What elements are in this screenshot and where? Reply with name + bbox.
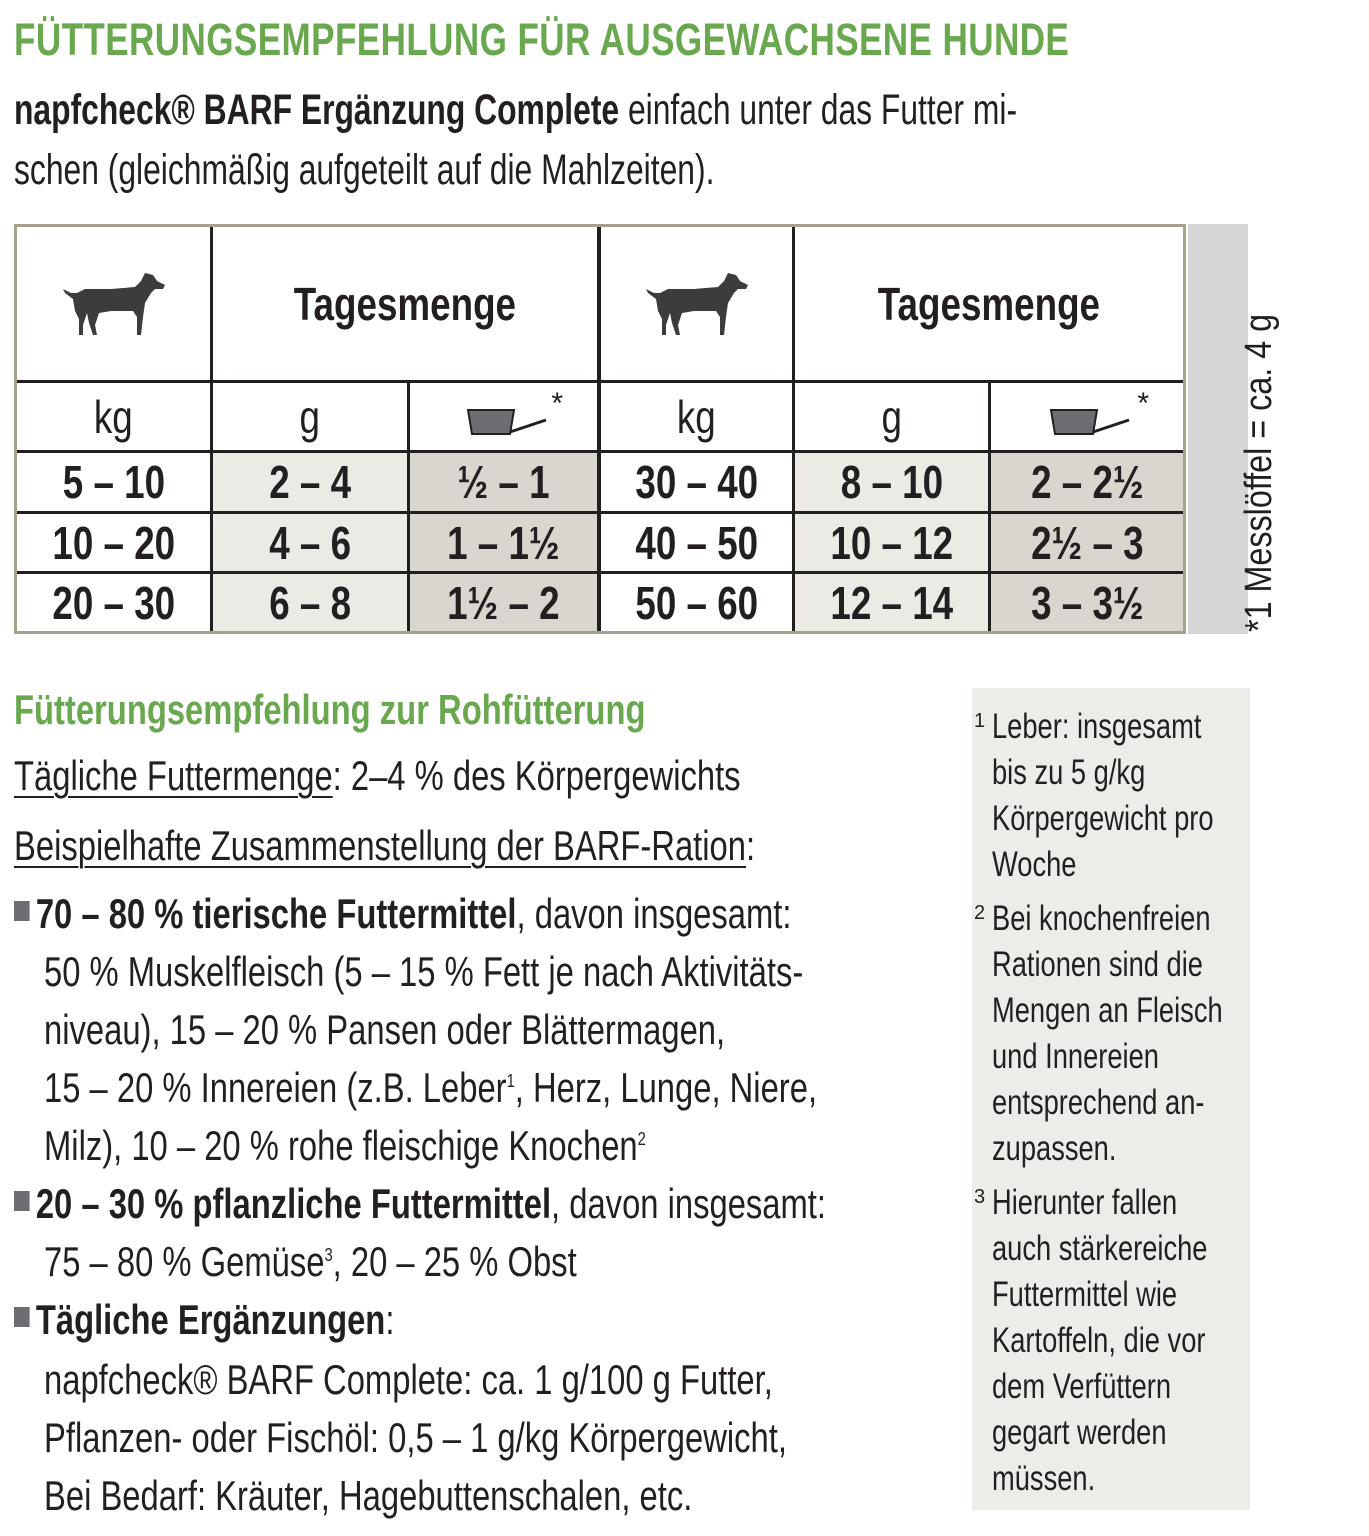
- daily-amount: Tägliche Futtermenge: 2–4 % des Körpergewichts: [14, 752, 741, 799]
- table-cell: 30 – 40: [635, 456, 758, 508]
- table-cell: 5 – 10: [62, 456, 165, 508]
- table-cell: 4 – 6: [269, 516, 351, 569]
- bullet-icon: [14, 901, 30, 921]
- text-line: 75 – 80 % Gemüse$^3$, 20 – 25 % Obst: [44, 1238, 577, 1285]
- unit-g-left: g: [299, 390, 321, 443]
- dog-icon: [17, 227, 210, 380]
- table-cell: 12 – 14: [830, 576, 953, 629]
- table-cell: 10 – 12: [830, 516, 953, 569]
- product-name: napfcheck® BARF Ergänzung Complete: [14, 86, 620, 134]
- header-daily-left: Tagesmenge: [293, 277, 517, 330]
- bullet-icon: [14, 1191, 30, 1211]
- table-cell: 8 – 10: [840, 456, 943, 508]
- bullet-icon: [14, 1307, 30, 1327]
- text-line: Bei Bedarf: Kräuter, Hagebuttenschalen, etc.: [44, 1472, 693, 1519]
- table-cell: 1½ – 2: [447, 576, 560, 629]
- text-line: Pflanzen- oder Fischöl: 0,5 – 1 g/kg Körpergewicht,: [44, 1414, 787, 1461]
- text-line: 15 – 20 % Innereien (z.B. Leber$^1$, Herz, Lunge, Niere,: [44, 1064, 818, 1111]
- unit-g-right: g: [881, 390, 902, 443]
- table-cell: 40 – 50: [635, 516, 758, 569]
- table-cell: 50 – 60: [635, 576, 758, 629]
- table-cell: ½ – 1: [457, 456, 550, 508]
- table-cell: 6 – 8: [269, 576, 351, 629]
- bullet-plant: 20 – 30 % pflanzliche Futtermittel, davon insgesamt:: [14, 1180, 1055, 1228]
- table-cell: 2 – 4: [269, 456, 351, 508]
- page-title: FÜTTERUNGSEMPFEHLUNG FÜR AUSGEWACHSENE HUNDE: [14, 14, 1070, 65]
- unit-kg-left: kg: [94, 390, 133, 443]
- footnote-number: 1: [974, 710, 986, 732]
- footnote-3: Hierunter fallen auch stärkereiche Futtermittel wie Kartoffeln, die vor dem Verfüttern gegart werden müssen.: [992, 1183, 1208, 1498]
- feeding-table: [14, 224, 1186, 634]
- intro-line-2: schen (gleichmäßig aufgeteilt auf die Mahlzeiten).: [14, 146, 715, 194]
- table-cell: 2 – 2½: [1030, 456, 1144, 508]
- section-title: Fütterungsempfehlung zur Rohfütterung: [14, 686, 646, 733]
- table-cell: 2½ – 3: [1030, 516, 1144, 569]
- bullet-animal: 70 – 80 % tierische Futtermittel, davon insgesamt:: [14, 890, 1011, 938]
- scoop-note: *1 Messlöffel = ca. 4 g: [1238, 313, 1280, 632]
- unit-kg-right: kg: [677, 390, 716, 443]
- text-line: 50 % Muskelfleisch (5 – 15 % Fett je nach Aktivitäts-: [44, 948, 804, 995]
- scoop-icon: *: [991, 383, 1183, 450]
- dog-icon: [601, 227, 792, 380]
- footnote-number: 2: [974, 902, 986, 924]
- intro-rest: einfach unter das Futter mi-: [627, 86, 1018, 134]
- table-cell: 3 – 3½: [1030, 576, 1144, 629]
- table-cell: 20 – 30: [52, 576, 175, 629]
- table-cell: 1 – 1½: [447, 516, 560, 569]
- footnote-2: Bei knochenfreien Rationen sind die Mengen an Fleisch und Innereien entsprechend an- zupassen.: [992, 899, 1223, 1168]
- example-heading: Beispielhafte Zusammenstellung der BARF-Ration:: [14, 822, 756, 869]
- scoop-icon: *: [410, 383, 597, 450]
- table-cell: 10 – 20: [52, 516, 175, 569]
- header-daily-right: Tagesmenge: [877, 277, 1101, 330]
- footnote-number: 3: [974, 1186, 986, 1208]
- text-line: niveau), 15 – 20 % Pansen oder Blättermagen,: [44, 1006, 726, 1053]
- text-line: Milz), 10 – 20 % rohe fleischige Knochen$^2$: [44, 1122, 646, 1169]
- footnote-1: Leber: insgesamt bis zu 5 g/kg Körpergewicht pro Woche: [992, 707, 1214, 884]
- intro-line-1: [14, 86, 1369, 135]
- text-line: napfcheck® BARF Complete: ca. 1 g/100 g Futter,: [44, 1356, 773, 1403]
- bullet-supplements: Tägliche Ergänzungen:: [14, 1296, 502, 1344]
